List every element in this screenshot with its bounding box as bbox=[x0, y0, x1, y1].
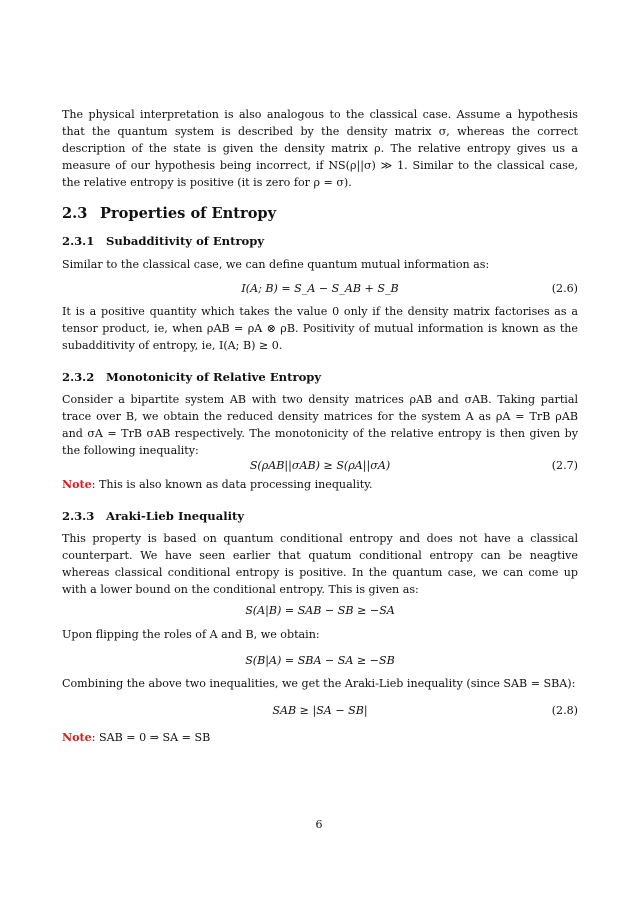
section-heading bbox=[62, 204, 578, 224]
subsection-number: 2.3.3 bbox=[62, 509, 95, 523]
equation-tag: (2.7) bbox=[551, 459, 578, 472]
subsection-heading-subadditivity bbox=[62, 233, 578, 250]
note-text: : SAB = 0 ⇒ SA = SB bbox=[91, 731, 211, 744]
page-number: 6 bbox=[315, 818, 323, 831]
subsection-title: Subadditivity of Entropy bbox=[106, 234, 265, 248]
monotonicity-note bbox=[62, 476, 578, 493]
flip-sentence: Upon flipping the roles of A and B, we obtain: bbox=[62, 628, 320, 641]
subadditivity-lead: Similar to the classical case, we can define quantum mutual information as: bbox=[62, 258, 490, 271]
note-text: : This is also known as data processing inequality. bbox=[91, 478, 373, 491]
equation-math: S(ρAB||σAB) ≥ S(ρA||σA) bbox=[249, 459, 391, 472]
araki-lieb-body: This property is based on quantum conditional entropy and does not have a classical counterpart. We have seen earlier that quatum conditional entropy can be neagtive whereas classical conditional entropy is positive. In the quantum case, we can come up with a lower bound on the conditional entropy. This is given as: bbox=[62, 532, 578, 596]
intro-paragraph: The physical interpretation is also analogous to the classical case. Assume a hypothesis that the quantum system is described by the density matrix σ, whereas the correct description of the state is given the density matrix ρ. The relative entropy gives us a measure of our hypothesis being incorrect, if NS(ρ||σ) ≫ 1. Similar to the classical case, the relative entropy is positive (it is zero for ρ = σ). bbox=[62, 108, 578, 189]
equation-tag: (2.6) bbox=[551, 282, 578, 295]
subsection-number: 2.3.2 bbox=[62, 370, 95, 384]
equation-conditional-ba bbox=[62, 652, 578, 670]
subsection-heading-araki-lieb bbox=[62, 508, 578, 525]
equation-conditional-ab bbox=[62, 602, 578, 620]
note-label: Note bbox=[62, 731, 92, 744]
araki-lieb-note bbox=[62, 729, 578, 746]
subadditivity-body: It is a positive quantity which takes the value 0 only if the density matrix factorises as a tensor product, ie, when ρAB = ρA ⊗ ρB. Positivity of mutual information is known as the subadditivity of entropy, ie, I(A; B) ≥ 0. bbox=[62, 305, 578, 352]
equation-2-6 bbox=[62, 280, 578, 298]
subsection-heading-monotonicity bbox=[62, 369, 578, 386]
equation-tag: (2.8) bbox=[551, 704, 578, 717]
monotonicity-body: Consider a bipartite system AB with two density matrices ρAB and σAB. Taking partial trace over B, we obtain the reduced density matrices for the system A as ρA = TrB ρAB and σA = TrB σAB respectively. The monotonicity of the relative entropy is then given by the following inequality: bbox=[62, 393, 578, 457]
subsection-number: 2.3.1 bbox=[62, 234, 95, 248]
equation-math: I(A; B) = S_A − S_AB + S_B bbox=[241, 282, 399, 295]
subsection-title: Araki-Lieb Inequality bbox=[106, 509, 245, 523]
equation-math: SAB ≥ |SA − SB| bbox=[272, 704, 368, 717]
section-number: 2.3 bbox=[62, 205, 88, 222]
equation-2-8 bbox=[62, 702, 578, 720]
equation-math: S(B|A) = SBA − SA ≥ −SB bbox=[245, 654, 395, 667]
note-label: Note bbox=[62, 478, 92, 491]
equation-2-7 bbox=[62, 457, 578, 475]
subsection-title: Monotonicity of Relative Entropy bbox=[106, 370, 322, 384]
equation-math: S(A|B) = SAB − SB ≥ −SA bbox=[245, 604, 395, 617]
combine-sentence: Combining the above two inequalities, we get the Araki-Lieb inequality (since SAB = SBA): bbox=[62, 677, 576, 690]
section-title: Properties of Entropy bbox=[100, 205, 277, 222]
